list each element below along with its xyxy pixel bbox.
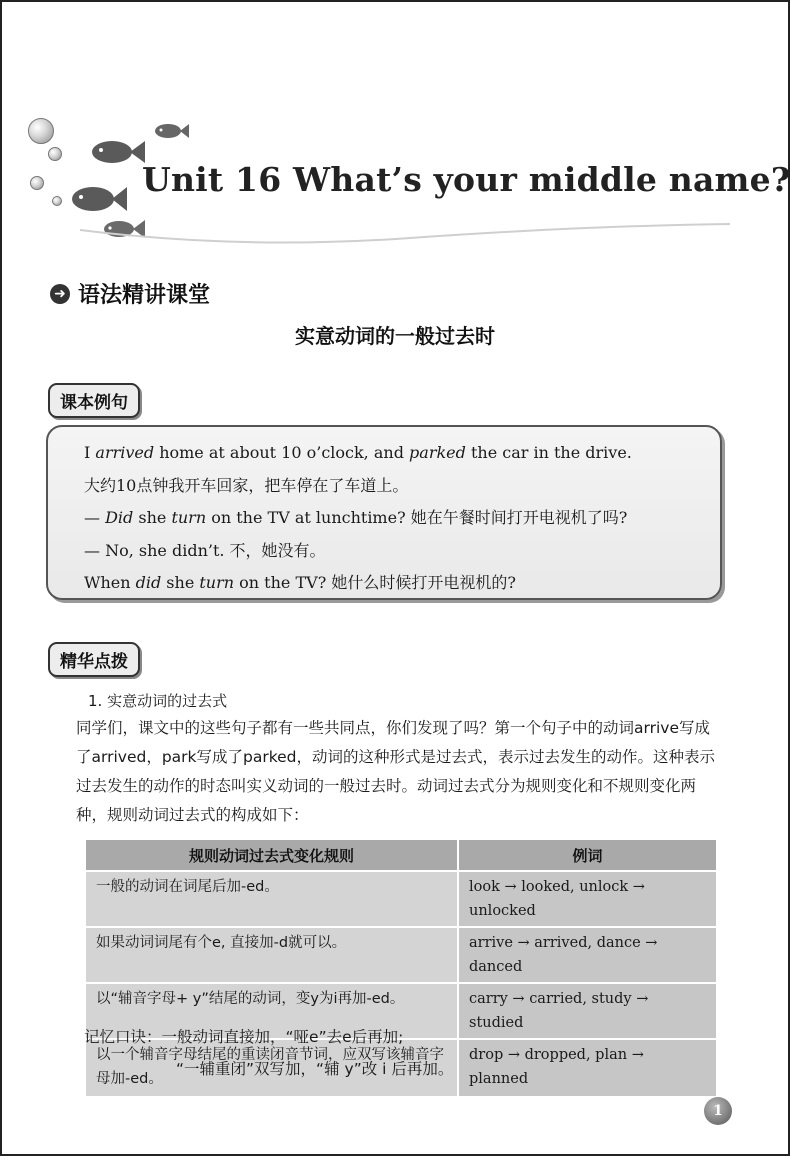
example-text: I	[84, 443, 96, 462]
example-line	[84, 502, 684, 535]
table-header-row	[86, 840, 716, 871]
example-verb: turn	[199, 573, 235, 592]
fish-icon	[154, 122, 190, 140]
example-tag: 课本例句	[48, 383, 140, 418]
page-number: 1	[704, 1097, 732, 1125]
table-row	[86, 927, 716, 983]
example-verb: parked	[409, 443, 466, 462]
unit-title: Unit 16 What’s your middle name?	[142, 160, 790, 199]
example-text: the car in the drive.	[465, 443, 632, 462]
mnemonic-line-1: 记忆口诀：一般动词直接加，“哑e”去e后再加;	[84, 1028, 404, 1046]
example-cell: look → looked, unlock → unlocked	[458, 871, 716, 927]
point-title: 1. 实意动词的过去式	[88, 692, 228, 710]
rule-cell: 以“辅音字母+ y”结尾的动词，变y为i再加-ed。	[86, 983, 458, 1039]
example-cell: arrive → arrived, dance → danced	[458, 927, 716, 983]
example-verb: arrived	[95, 443, 155, 462]
bubble-decoration	[48, 147, 62, 161]
tip-tag: 精华点拨	[48, 642, 140, 677]
fish-icon	[90, 138, 146, 166]
example-text: she	[161, 573, 200, 592]
example-line: — No, she didn’t. 不，她没有。	[84, 540, 326, 560]
example-line	[84, 437, 684, 470]
bubble-decoration	[52, 196, 62, 206]
example-text: home at about 10 o’clock, and	[154, 443, 410, 462]
example-cell: drop → dropped, plan → planned	[458, 1039, 716, 1097]
example-text: on the TV at lunchtime? 她在午餐时间打开电视机了吗?	[206, 508, 628, 527]
example-text: she	[133, 508, 172, 527]
example-verb: did	[135, 573, 162, 592]
explanation-paragraph: 同学们，课文中的这些句子都有一些共同点，你们发现了吗？第一个句子中的动词arrive写成了arrived，park写成了parked，动词的这种形式是过去式，表示过去发生的动作。这种表示过去发生的动作的时态叫实义动词的一般过去时。动词过去式分为规则变化和不规则变化两种，规则动词过去式的构成如下：	[76, 719, 716, 824]
section-label: 语法精讲课堂	[78, 283, 211, 308]
arrow-icon: ➜	[50, 284, 70, 304]
example-text: When	[84, 573, 136, 592]
example-line: 大约10点钟我开车回家，把车停在了车道上。	[84, 475, 409, 495]
example-box	[46, 425, 722, 600]
rule-cell: 如果动词词尾有个e, 直接加-d就可以。	[86, 927, 458, 983]
table-header: 例词	[458, 840, 716, 871]
mnemonic-line-2: “一辅重闭”双写加，“辅 y”改 i 后再加。	[176, 1060, 454, 1078]
bubble-decoration	[28, 118, 54, 144]
rule-cell: 以一个辅音字母结尾的重读闭音节词，应双写该辅音字母加-ed。	[86, 1039, 458, 1097]
section-heading	[50, 278, 210, 309]
example-verb: Did	[105, 508, 134, 527]
example-cell: carry → carried, study → studied	[458, 983, 716, 1039]
rule-cell: 一般的动词在词尾后加-ed。	[86, 871, 458, 927]
lesson-subtitle: 实意动词的一般过去时	[295, 324, 495, 348]
example-text: on the TV? 她什么时候打开电视机的?	[234, 573, 516, 592]
table-header: 规则动词过去式变化规则	[86, 840, 458, 871]
example-verb: turn	[171, 508, 207, 527]
example-text: —	[84, 508, 106, 527]
example-line	[84, 567, 684, 600]
bubble-decoration	[30, 176, 44, 190]
table-row	[86, 871, 716, 927]
wave-decoration	[80, 200, 730, 250]
